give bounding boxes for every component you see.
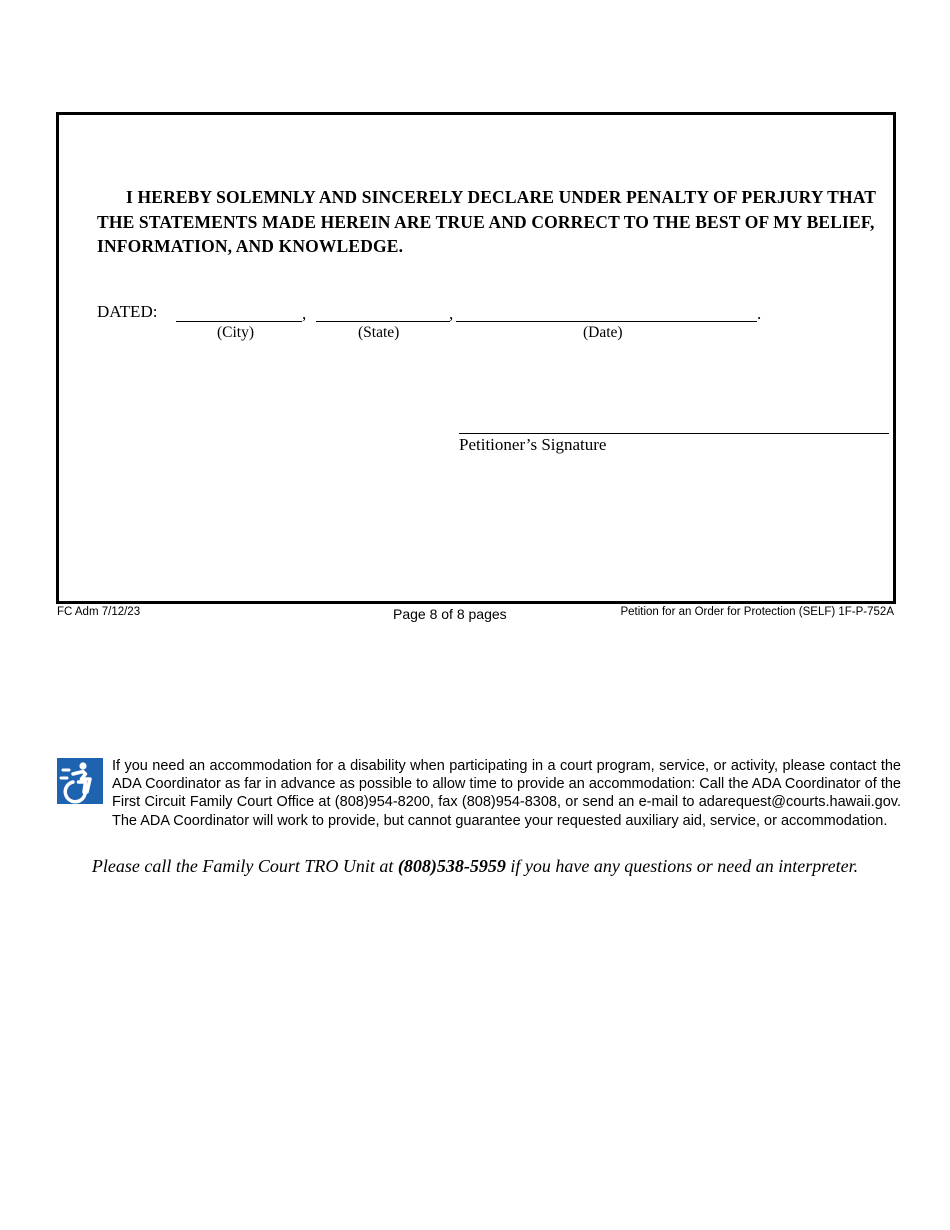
- signature-field[interactable]: [459, 433, 889, 434]
- page-number: Page 8 of 8 pages: [393, 606, 507, 622]
- date-label: (Date): [583, 324, 623, 341]
- form-title: Petition for an Order for Protection (SELF) 1F-P-752A: [620, 606, 894, 618]
- date-field[interactable]: [456, 321, 757, 322]
- signature-label: Petitioner’s Signature: [459, 435, 607, 454]
- tro-text-before: Please call the Family Court TRO Unit at: [91, 856, 398, 876]
- tro-phone: (808)538-5959: [397, 856, 506, 876]
- dated-label: DATED:: [97, 302, 158, 321]
- city-label: (City): [217, 324, 255, 341]
- state-field[interactable]: [316, 321, 450, 322]
- tro-unit-notice: [0, 856, 950, 877]
- state-label: (State): [358, 324, 400, 341]
- comma-separator: ,: [302, 304, 307, 323]
- period: .: [757, 304, 762, 323]
- perjury-declaration: I HEREBY SOLEMNLY AND SINCERELY DECLARE UNDER PENALTY OF PERJURY THAT THE STATEMENTS MADE HEREIN ARE TRUE AND CORRECT TO THE BEST OF MY BELIEF, INFORMATION, AND KNOWLEDGE.: [97, 187, 876, 256]
- form-revision: FC Adm 7/12/23: [57, 606, 141, 618]
- city-field[interactable]: [176, 321, 302, 322]
- comma-separator: ,: [449, 304, 454, 323]
- declaration-box: [56, 112, 896, 604]
- tro-text-after: if you have any questions or need an interpreter.: [505, 856, 859, 876]
- ada-notice: If you need an accommodation for a disability when participating in a court program, service, or activity, please contact the ADA Coordinator as far in advance as possible to allow time to provide an accommodation: Call the ADA Coordinator of the First Circuit Family Court Office at (808)954-8200, fax (808)954-8308, or send an e-mail to adarequest@courts.hawaii.gov. The ADA Coordinator will work to provide, but cannot guarantee your requested auxiliary aid, service, or accommodation.: [112, 758, 901, 829]
- accessibility-icon: [57, 758, 103, 804]
